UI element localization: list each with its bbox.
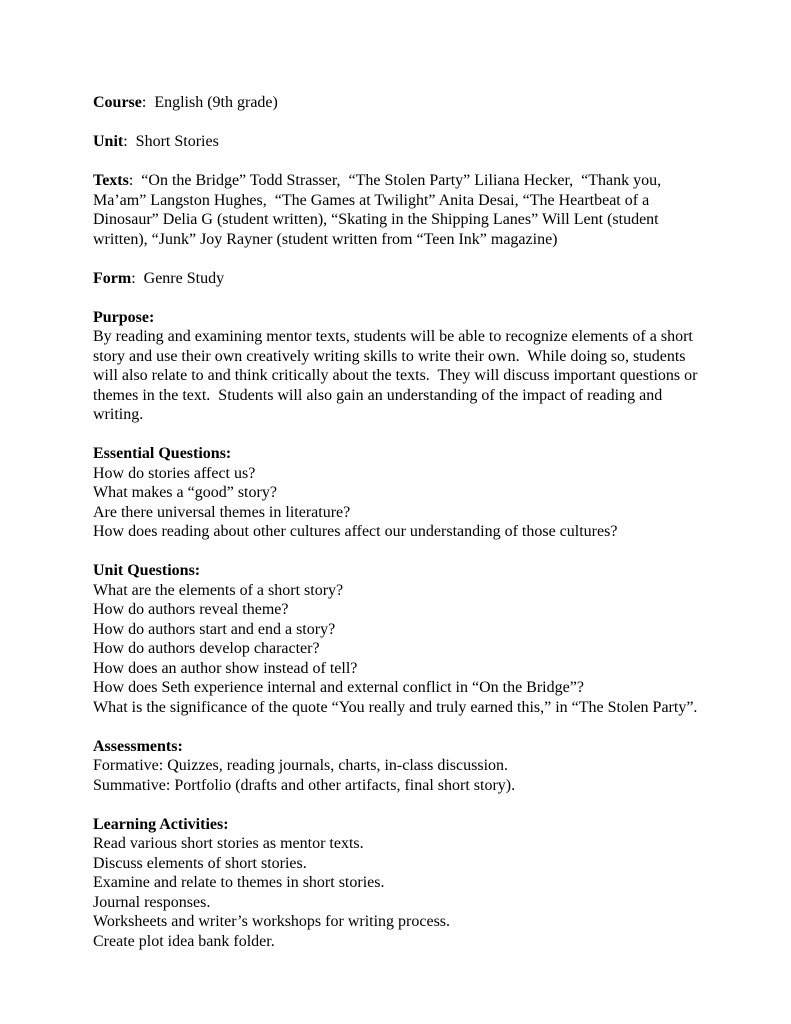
unit-line (93, 132, 703, 152)
essential-question-line: Are there universal themes in literature? (93, 503, 351, 521)
course-value: : English (9th grade) (141, 94, 278, 111)
essential-question-line: What makes a “good” story? (93, 484, 277, 501)
unit-question-line: How do authors reveal theme? (93, 601, 289, 618)
learning-activity-line: Discuss elements of short stories. (93, 854, 307, 872)
essential-questions-heading: Essential Questions: (93, 445, 232, 462)
assessments-heading: Assessments: (93, 737, 183, 755)
essential-question-line: How do stories affect us? (93, 464, 256, 482)
learning-activity-line: Create plot idea bank folder. (93, 932, 275, 950)
assessment-line: Formative: Quizzes, reading journals, charts, in-class discussion. (93, 757, 509, 774)
course-line (93, 93, 703, 113)
assessments-section (93, 737, 703, 796)
course-label: Course (93, 94, 142, 111)
purpose-section (93, 308, 703, 425)
purpose-body: By reading and examining mentor texts, students will be able to recognize elements of a short story and use their own creatively writing skills to write their own. While doing so, students will also relate to and think critically about the texts. They will discuss important questions or themes in the text. Students will also gain an understanding of the impact of reading and writing. (93, 328, 702, 423)
learning-activities-section (93, 815, 703, 952)
form-line (93, 269, 703, 289)
texts-label: Texts (93, 172, 129, 189)
unit-label: Unit (93, 133, 124, 150)
unit-question-line: How does an author show instead of tell? (93, 659, 358, 677)
texts-line (93, 171, 703, 249)
essential-question-line: How does reading about other cultures affect our understanding of those cultures? (93, 523, 618, 540)
unit-question-line: How does Seth experience internal and external conflict in “On the Bridge”? (93, 679, 584, 696)
learning-activity-line: Examine and relate to themes in short stories. (93, 874, 385, 891)
unit-questions-section (93, 561, 703, 717)
unit-questions-heading: Unit Questions: (93, 562, 201, 579)
texts-value: : “On the Bridge” Todd Strasser, “The Stolen Party” Liliana Hecker, “Thank you, Ma’am” Langston Hughes, “The Games at Twilight” Anita Desai, “The Heartbeat of a Dinosaur” Delia G (student written), “Skating in the Shipping Lanes” Will Lent (student written), “Junk” Joy Rayner (student written from “Teen Ink” magazine) (93, 172, 666, 248)
form-value: : Genre Study (131, 269, 225, 287)
learning-activity-line: Journal responses. (93, 893, 211, 911)
learning-activities-heading: Learning Activities: (93, 815, 229, 833)
learning-activity-line: Read various short stories as mentor texts. (93, 835, 364, 852)
essential-questions-section (93, 444, 703, 542)
unit-question-line: What is the significance of the quote “You really and truly earned this,” in “The Stolen Party”. (93, 698, 698, 716)
learning-activity-line: Worksheets and writer’s workshops for writing process. (93, 913, 451, 930)
unit-question-line: What are the elements of a short story? (93, 581, 344, 599)
unit-question-line: How do authors develop character? (93, 640, 320, 657)
form-label: Form (93, 269, 132, 287)
purpose-heading: Purpose: (93, 308, 155, 326)
unit-question-line: How do authors start and end a story? (93, 620, 336, 638)
assessment-line: Summative: Portfolio (drafts and other artifacts, final short story). (93, 776, 516, 794)
unit-value: : Short Stories (123, 133, 219, 150)
